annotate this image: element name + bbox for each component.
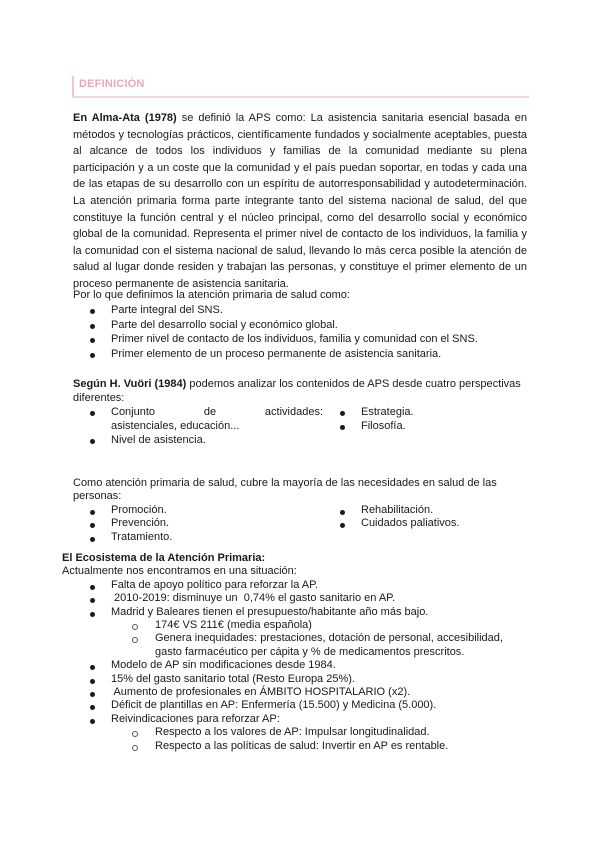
list-item: Parte del desarrollo social y económico global. (73, 318, 527, 333)
ecosystem-title: El Ecosistema de la Atención Primaria: (62, 552, 266, 564)
list-item: Cuidados paliativos. (323, 517, 527, 530)
list-item: Primer elemento de un proceso permanente de asistencia sanitaria. (73, 347, 527, 362)
sub-list-item: 174€ VS 211€ (media española) (73, 619, 528, 632)
intro-paragraph (73, 110, 527, 293)
list-item: Modelo de AP sin modificaciones desde 1984. (73, 659, 528, 672)
vuori-bold: Según H. Vuöri (1984) (73, 378, 187, 390)
list-item: Aumento de profesionales en ÁMBITO HOSPITALARIO (x2). (73, 686, 528, 699)
ecosystem-section (62, 552, 528, 753)
needs-lead: Como atención primaria de salud, cubre la mayoría de las necesidades en salud de las personas: (73, 477, 497, 503)
list-item: Primer nivel de contacto de los individuos, familia y comunidad con el SNS. (73, 332, 527, 347)
list-item: Promoción. (73, 504, 323, 517)
section-heading (72, 76, 529, 98)
list-item: Tratamiento. (73, 531, 323, 544)
sub-list-item: Respecto a los valores de AP: Impulsar longitudinalidad. (73, 726, 528, 739)
vuori-text: podemos analizar los contenidos de APS desde cuatro perspectivas diferentes: (73, 378, 521, 404)
sub-list-item: Respecto a las políticas de salud: Invertir en AP es rentable. (73, 740, 528, 753)
list-item: 2010-2019: disminuye un 0,74% el gasto sanitario en AP. (73, 592, 528, 605)
list-item: Prevención. (73, 517, 323, 530)
intro-bold: En Alma-Ata (1978) (73, 112, 177, 124)
needs-section (73, 477, 527, 544)
list-item: Rehabilitación. (323, 504, 527, 517)
list-item: Filosofía. (323, 419, 527, 433)
vuori-section (73, 377, 527, 447)
list-item: Parte integral del SNS. (73, 303, 527, 318)
ecosystem-lead: Actualmente nos encontramos en una situación: (62, 565, 297, 578)
list-item: Madrid y Baleares tienen el presupuesto/habitante año más bajo. (73, 606, 528, 619)
list-item: Reivindicaciones para reforzar AP: (73, 713, 528, 726)
sub-list-item: Genera inequidades: prestaciones, dotación de personal, accesibilidad, gasto farmacéutico per cápita y % de medicamentos prescritos. (73, 632, 528, 659)
list-item: Falta de apoyo político para reforzar la AP. (73, 579, 528, 592)
list-item-text: asistenciales, educación... (111, 420, 240, 432)
list-item: Nivel de asistencia. (73, 433, 323, 447)
definition-lead: Por lo que definimos la atención primaria de salud como: (73, 289, 350, 301)
heading-text: DEFINICIÓN (79, 78, 145, 90)
list-item: 15% del gasto sanitario total (Resto Europa 25%). (73, 673, 528, 686)
list-item-text: Conjunto de actividades: (111, 406, 323, 418)
list-item: Déficit de plantillas en AP: Enfermería (15.500) y Medicina (5.000). (73, 699, 528, 712)
list-item: Estrategia. (323, 405, 527, 419)
intro-text: se definió la APS como: La asistencia sanitaria esencial basada en métodos y tecnologías prácticos, científicamente fundados y socialmente aceptables, puesta al alcance de todos los individuos y familias de la comunidad mediante su plena participación y a un coste que la comunidad y el país puedan soportar, en todas y cada una de las etapas de su desarrollo con un espíritu de autorresponsabilidad y autodeterminación. La atención primaria forma parte integrante tanto del sistema nacional de salud, del que constituye la función central y el núcleo principal, como del desarrollo social y económico global de la comunidad. Representa el primer nivel de contacto de los individuos, la familia y la comunidad con el sistema nacional de salud, llevando lo más cerca posible la atención de salud al lugar donde residen y trabajan las personas, y constituye el primer elemento de un proceso permanente de asistencia sanitaria. (73, 112, 527, 290)
list-item (73, 405, 323, 433)
definition-section (73, 288, 527, 362)
